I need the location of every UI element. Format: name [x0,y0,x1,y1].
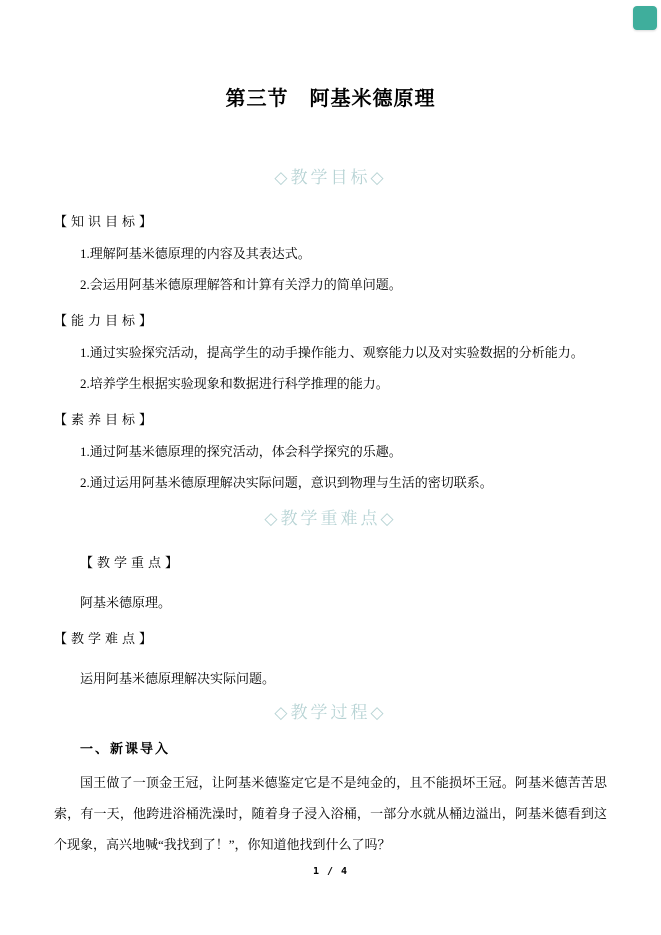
subheading-ability-objectives: 【能力目标】 [54,313,157,328]
key-point-text: 阿基米德原理。 [80,595,172,610]
section-heading-key-difficult-points: ◇教学重难点◇ [264,509,397,528]
knowledge-item-1: 1.理解阿基米德原理的内容及其表达式。 [80,246,311,261]
intro-paragraph: 国王做了一顶金王冠，让阿基米德鉴定它是不是纯金的，且不能损坏王冠。阿基米德苦苦思索，有一天，他跨进浴桶洗澡时，随着身子浸入浴桶，一部分水就从桶边溢出，阿基米德看到这个现象，高兴地喊“我找到了！”，你知道他找到什么了吗？ [54,775,607,852]
knowledge-item-2: 2.会运用阿基米德原理解答和计算有关浮力的简单问题。 [80,277,402,292]
ability-item-2: 2.培养学生根据实验现象和数据进行科学推理的能力。 [80,376,389,391]
section-heading-teaching-process: ◇教学过程◇ [274,703,387,722]
difficult-point-text: 运用阿基米德原理解决实际问题。 [80,671,276,686]
subsection-new-lesson-intro: 一、新课导入 [80,741,171,756]
page-title: 第三节 阿基米德原理 [225,88,436,110]
section-heading-objectives: ◇教学目标◇ [274,168,387,187]
literacy-item-1: 1.通过阿基米德原理的探究活动，体会科学探究的乐趣。 [80,444,402,459]
document-body [0,86,661,860]
subheading-teaching-difficult-point: 【教学难点】 [54,631,157,646]
page-number-indicator: 1 / 4 [312,866,349,877]
corner-widget-icon[interactable] [633,6,657,30]
ability-item-1: 1.通过实验探究活动，提高学生的动手操作能力、观察能力以及对实验数据的分析能力。 [80,345,584,360]
subheading-literacy-objectives: 【素养目标】 [54,412,157,427]
literacy-item-2: 2.通过运用阿基米德原理解决实际问题，意识到物理与生活的密切联系。 [80,475,493,490]
subheading-teaching-key-point: 【教学重点】 [80,555,183,570]
subheading-knowledge-objectives: 【知识目标】 [54,214,157,229]
